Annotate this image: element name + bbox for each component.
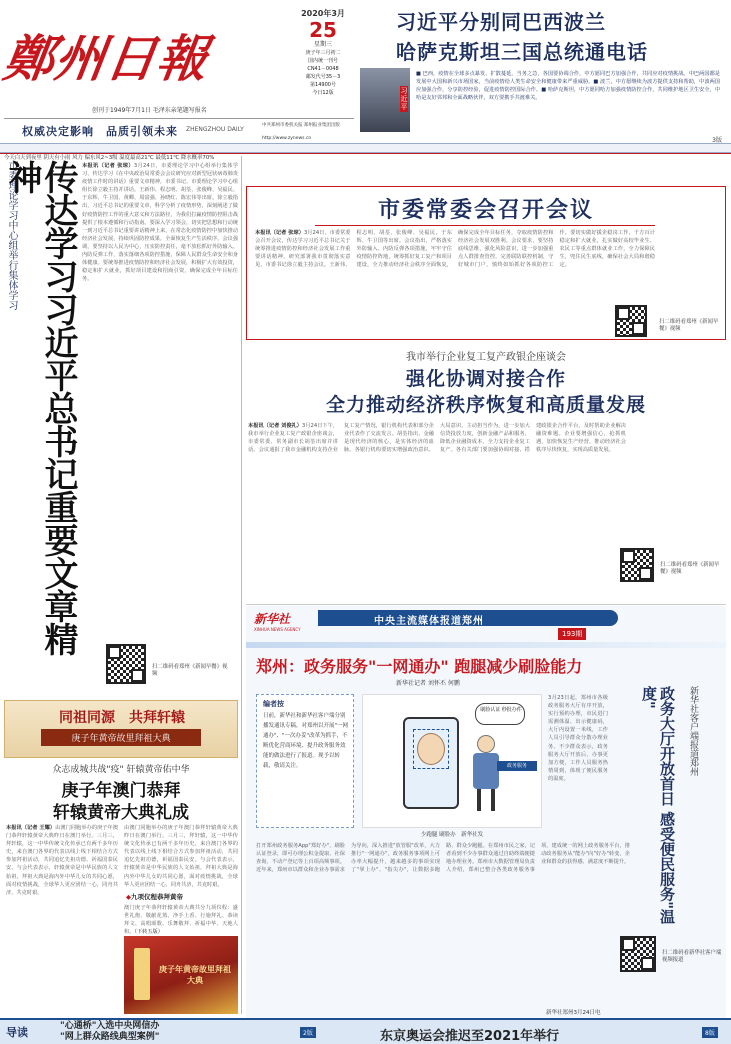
feature-headline-line2: 轩辕黄帝大典礼成	[53, 803, 189, 823]
second-headline-line2: 全力推动经济秩序恢复和高质量发展	[325, 394, 646, 416]
cartoon-caption: 少跑腿 刷脸办 新华社发	[420, 832, 484, 838]
cartoon-speech-bubble	[475, 703, 525, 725]
feature-body-2	[124, 824, 238, 894]
footer-guide-label: 导读	[6, 1026, 28, 1039]
xinhua-side-body-text: 3月23日起，郑州市各级政务服务大厅有序开放，实行预约办理，市民进门需测体温、出示健康码，大厅内设置一米线，工作人员引导群众分散办理业务。不少群众表示，政务服务大厅开放后，办事更加方便，工作人员服务热情周到，体现了便民服务的温度。	[548, 695, 608, 782]
second-qr-code[interactable]	[620, 548, 654, 582]
newspaper-logo: 鄭州日報	[0, 29, 213, 88]
feature-banner-sub: 庚子年黄帝故里拜祖大典	[41, 729, 201, 746]
feature-more-ref: （下转五版）	[134, 929, 163, 936]
weather-bar	[0, 143, 731, 161]
feature-byline: 本报讯（记者 王耀）	[6, 825, 56, 831]
second-kicker: 我市举行企业复工复产政银企座谈会	[406, 352, 566, 363]
left-qr-caption: 扫二维码看郑州《新闻早餐》视频	[152, 664, 228, 677]
feature-sub-body	[124, 904, 238, 936]
cartoon-figure	[467, 735, 507, 811]
feature-kicker: 众志成城共战"疫" 轩辕黄帝佑中华	[52, 765, 190, 775]
feature-banner	[4, 700, 238, 758]
issue-number: 第14900号	[310, 82, 336, 88]
feature-image-pillar	[134, 948, 150, 1000]
main-story-byline: 本报讯（记者 张琼）	[255, 230, 304, 236]
footer-item-1-page[interactable]: 2版	[300, 1027, 316, 1038]
footer-item-2-page[interactable]: 8版	[702, 1027, 718, 1038]
left-headline: 传达学习习近平总书记重要文章精神	[2, 160, 78, 655]
second-headline-line1: 强化协调对接合作	[405, 368, 566, 390]
xinhua-logo-cn: 新华社	[254, 612, 291, 626]
cartoon-figure-body	[473, 753, 499, 789]
lunar-date: 庚子年三月初二	[305, 50, 341, 56]
founded-note: 创刊于1949年7月1日 毛泽东亲笔题写报名	[92, 107, 207, 114]
date-day: 25	[309, 18, 337, 42]
footer-item-1-line2: "网上群众路线典型案例"	[60, 1032, 160, 1042]
weekday: 星期三	[313, 41, 332, 48]
post-code: 邮发代号35－3	[305, 74, 341, 80]
feature-sub-bullet: ◆	[126, 893, 131, 901]
top-news-photo	[360, 68, 410, 132]
cartoon-speech-text: 刷脸认证 秒批办件	[480, 707, 522, 713]
top-news-side-label: 习近平	[400, 87, 408, 111]
main-story-qr-code[interactable]	[615, 305, 647, 337]
page-count: 今日12版	[312, 90, 334, 96]
cartoon-sign: 政务服务	[497, 761, 537, 771]
feature-body	[6, 824, 118, 1014]
second-body-text: 3月24日下午，我市举行企业复工复产政银企座谈会，市委常委、常务副市长胡荃出席并讲话。会议通报了我市金融机构支持企业复工复产情况，银行机构代表和部分企业代表作了交流发言。胡荃指出，金融是现代经济的核心，是实体经济的血脉。各银行机构要切实增强政治意识、大局意识，主动担当作为，进一步加大信贷投放力度，创新金融产品和服务，降低企业融资成本，全力支持企业复工复产。各有关部门要加强协调对接，搭建政银企合作平台，及时帮助企业解决融资难题。企业要增强信心，抢抓机遇，加快恢复生产经营，推动经济社会秩序尽快恢复，实现高质量发展。	[248, 423, 626, 454]
second-qr-caption: 扫二维码看郑州《新闻早餐》视频	[660, 562, 720, 575]
cartoon-illustration	[362, 694, 542, 828]
cn-number: CN41－0048	[307, 66, 339, 72]
feature-sub-kicker	[126, 892, 236, 901]
top-news-headline-line2: 哈萨克斯坦三国总统通电话	[396, 40, 648, 64]
left-body-text: 3月24日，市委理论学习中心组举行集体学习，传达学习《在中央政治局常委会会议研究应对新型冠状病毒肺炎疫情工作时的讲话》重要文章精神，市委书记、市委理论学习中心组组长徐立毅主持并讲话。王新伟、程志明、胡荃、张俊峰、吴福民、于东辉、牛卫国、黄卿、周富强、孙晓红、陈宏伟等出席。徐立毅指出，习近平总书记的重要文章，科学分析了疫情形势，深刻阐述了做好疫情防控工作的重大意义和方法路径，为我们打赢疫情防控阻击战提供了根本遵循和行动指南。要深入学习领会，切实把思想和行动统一到习近平总书记重要讲话精神上来，在常态化疫情防控中加快推动经济社会发展，持续巩固防控成果，全面恢复生产生活秩序。会议强调，要坚持以人民为中心，压实防控责任，毫不放松抓好外防输入、内防反弹工作，落实落细各项防控措施，保障人民群众生命安全和身体健康。要统筹推进疫情防控和经济社会发展，积极扩大有效投资，稳定和扩大就业，抓好项目建设和招商引资，确保完成全年目标任务。	[82, 163, 238, 283]
editor-note-box	[256, 694, 354, 828]
xinhua-headline: 郑州：政务服务"一网通办" 跑腿减少刷脸能力	[256, 657, 583, 676]
main-story-qr-caption: 扫二维码看郑州《新闻早餐》视频	[659, 319, 719, 332]
feature-sub-kicker-text: 九项仪程恭拜黄帝	[131, 893, 183, 901]
feature-image	[124, 936, 238, 1014]
footer-item-1[interactable]	[60, 1021, 250, 1043]
editor-note-text: 日前，新华社和新华社客户端分别播发通讯专稿，对郑州以开展"一网通办"、"一次办妥"改革为抓手，不断优化营商环境、提升政务服务效能的做法进行了报道。现予以转载，敬请关注。	[263, 713, 349, 769]
editor-note-title: 编者按	[263, 700, 284, 708]
main-story-box	[246, 186, 726, 340]
main-story-text: 3月24日，市委常委会召开会议，传达学习习近平总书记关于统筹推进疫情防控和经济社会发展工作重要讲话精神，研究部署我市贯彻落实意见，市委书记徐立毅主持会议。王新伟、程志明、胡荃、张俊峰、吴福民、于东辉、牛卫国等出席。会议指出，严格落实外防输入、内防反弹各项措施，牢牢守住疫情防控阵地，统筹抓好复工复产和项目建设，全力推动经济社会秩序全面恢复，确保完成全年目标任务，夺取疫情防控和经济社会发展双胜利。会议要求，要坚持底线思维，强化风险意识，进一步加强重点人群排查管控，完善联防联控机制，守好城市门户，慎终如始抓好各项防控工作。要切实做好援企稳岗工作，千方百计稳定和扩大就业，扎实做好高校毕业生、农民工等重点群体就业工作，全力保障民生，兜住民生底线，确保社会大局和谐稳定。	[255, 230, 655, 269]
left-byline: 本报讯（记者 张琼）	[82, 163, 134, 169]
top-news-headline-line1: 习近平分别同巴西波兰	[396, 10, 606, 34]
top-news	[360, 4, 726, 142]
second-section-rule	[246, 604, 726, 605]
publisher: 中共郑州市委机关报 郑州报业集团出版	[262, 123, 340, 128]
feature-sub-body-text: 澳门庚子年恭拜轩辕黄帝大典共分九项仪程：盛世礼炮、敬献花篮、净手上香、行施拜礼、恭读拜文、高唱颂歌、乐舞敬拜、祈福中华、天地人和。	[124, 905, 238, 936]
xinhua-banner	[318, 610, 618, 626]
xinhua-section	[246, 606, 726, 1018]
footer-item-2[interactable]: 东京奥运会推迟至2021年举行	[380, 1029, 560, 1044]
header-rule	[0, 153, 731, 154]
xinhua-body-text: 打开郑州政务服务App"郑好办"，刷脸认证登录，即可办理公积金提取、社保查询、不动产登记等上百项高频事项。近年来，郑州市以群众和企业办事需求为导向，深入推进"放管服"改革，大力推行"一网通办"，政务服务事项网上可办率大幅提升，越来越多的事项实现了"掌上办"、"指尖办"，让数据多跑路、群众少跑腿。在郑州市民之家，记者看到不少办事群众通过自助终端便捷地办理业务。郑州市大数据管理局负责人介绍，郑州已整合各类政务服务事项，建成统一的网上政务服务平台，推动政务服务从"能办"向"好办"转变，企业和群众的获得感、满意度不断提升。	[256, 843, 630, 874]
slogan: 权威决定影响 品质引领未来	[22, 125, 178, 138]
xinhua-side-body	[548, 694, 608, 834]
cartoon-figure-legs	[477, 789, 495, 811]
xinhua-qr-code[interactable]	[620, 936, 656, 972]
left-body	[82, 162, 238, 642]
date-box	[296, 6, 350, 118]
xinhua-side-headline: 政务大厅开放首日 感受便民服务"温度"	[640, 686, 676, 925]
xinhua-issue: 193期	[558, 628, 586, 640]
footer-bar	[0, 1018, 731, 1044]
xinhua-band	[246, 642, 726, 648]
feature-image-caption: 庚子年黄帝故里拜祖大典	[159, 964, 231, 985]
cn-label: 国内统一刊号	[307, 58, 338, 64]
xinhua-byline: 新华社记者 刘怀丕 何鹏	[396, 680, 460, 687]
xinhua-body	[256, 842, 630, 1010]
left-column-rule	[241, 156, 242, 1014]
top-news-body: ■ 巴西，疫情在全球多点暴发、扩散蔓延，当务之急，各国要协调合作，中方愿同巴方加强合作，共同应对疫情挑战。中巴两国都是发展中大国和新兴市场国家，当前疫情给人类生命安全和健康带来严重威胁。■ 波兰，中方愿继续为波方提供支持和帮助，中波两国应加强合作，分享防控经验，促进疫情防控国际合作。■ 哈萨克斯坦，中方愿同哈方加强疫情防控合作，共同维护地区卫生安全，中哈是友好邻邦和全面战略伙伴，双方要携手共渡难关。	[416, 71, 720, 102]
footer-item-1-line1: "心通桥"入选中央网信办	[60, 1021, 160, 1031]
top-news-page-ref: 3版	[712, 137, 722, 144]
main-story-headline: 市委常委会召开会议	[377, 198, 594, 223]
cartoon-figure-head	[477, 735, 495, 753]
feature-body-2-text: 由澳门同胞举办的庚子年澳门恭拜轩辕黄帝大典昨日在澳门举行。三月三，拜轩辕，这一中华传统文化传承已有两千多年历史，来自澳门各界的代表以线上线下相结合方式参加拜祖活动，共同追忆先祖功德，祈福国泰民安。与会代表表示，轩辕黄帝是中华民族的人文始祖，拜祖大典是海内外中华儿女的共同心愿，面对疫情挑战，全球华人更应团结一心，同舟共济，共克时艰。	[124, 825, 238, 888]
main-story-body	[255, 229, 655, 335]
website: http://www.zynews.cn	[262, 136, 312, 141]
left-qr-code[interactable]	[106, 644, 146, 684]
cartoon-phone	[403, 717, 459, 809]
weather-text: 今天白天到夜里 阴天有小雨 风力 偏东风2~3级 温度最高21℃ 最低11℃ 降水概率70%	[4, 155, 215, 161]
xinhua-logo	[254, 610, 314, 640]
masthead-rule	[4, 118, 354, 119]
xinhua-source: 新华社郑州3月24日电	[546, 1010, 601, 1016]
slogan-en: ZHENGZHOU DAILY	[186, 126, 244, 133]
main-story-rule	[315, 225, 655, 226]
cartoon-scan-frame	[413, 729, 449, 769]
feature-banner-title: 同祖同源 共拜轩辕	[59, 710, 185, 726]
date-year-month: 2020年3月	[301, 9, 345, 18]
xinhua-banner-text: 中央主流媒体报道郑州	[374, 616, 484, 627]
feature-headline-line1: 庚子年澳门恭拜	[61, 781, 181, 801]
left-kicker: 市委理论学习中心组举行集体学习	[6, 160, 17, 310]
second-byline: 本报讯（记者 刘俊礼）	[248, 423, 302, 429]
xinhua-side-kicker: 新华社客户端报道郑州	[688, 686, 698, 776]
xinhua-logo-en: XINHUA NEWS AGENCY	[254, 627, 301, 632]
feature-body-text: 由澳门同胞举办的庚子年澳门恭拜轩辕黄帝大典昨日在澳门举行。三月三，拜轩辕，这一中华传统文化传承已有两千多年历史，来自澳门各界的代表以线上线下相结合方式参加拜祖活动，共同追忆先祖功德，祈福国泰民安。与会代表表示，轩辕黄帝是中华民族的人文始祖，拜祖大典是海内外中华儿女的共同心愿，面对疫情挑战，全球华人更应团结一心，同舟共济，共克时艰。	[6, 825, 118, 896]
xinhua-qr-caption: 扫二维码看新华社客户端视频报道	[662, 950, 722, 963]
